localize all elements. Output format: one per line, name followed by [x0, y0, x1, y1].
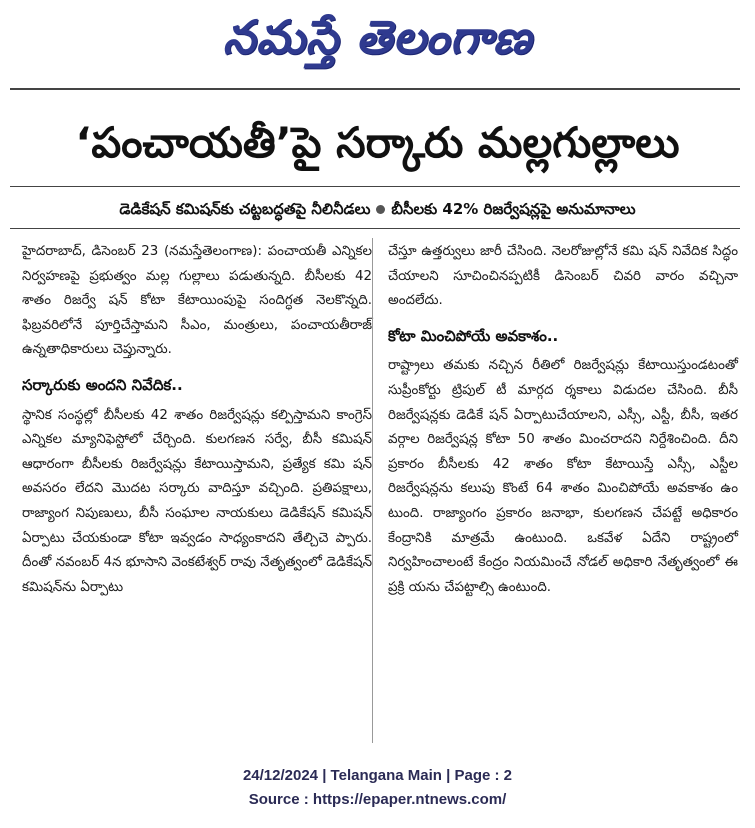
masthead	[0, 4, 755, 74]
page-footer	[0, 764, 755, 812]
paragraph: హైదరాబాద్‌, డిసెంబర్‌ 23 (నమస్తేతెలంగాణ): పంచాయతీ ఎన్నికల నిర్వహణపై ప్రభుత్వం మల్ల గుల్లాలు పడుతున్నది. బీసీలకు 42 శాతం రిజర్వే షన్‌ కోటా కేటాయింపుపై సందిగ్ధత నెలకొన్నది. ఫిబ్రవరిలోనే పూర్తిచేస్తామని సీఎం, మంత్రులు, పంచాయతీరాజ్‌ ఉన్నతాధికారులు చెప్తున్నారు.	[22, 244, 372, 358]
column-divider	[372, 238, 373, 743]
article-column-left	[22, 240, 372, 600]
paragraph: చేస్తూ ఉత్తర్వులు జారీ చేసింది. నెలరోజుల్లోనే కమి షన్‌ నివేదిక సిద్ధం చేయాలని సూచించినప్పటికీ డిసెంబర్‌ చివరి వారం వచ్చినా అందలేదు.	[388, 244, 738, 309]
article-subhead	[0, 200, 755, 222]
headline-rule	[10, 186, 740, 187]
article-column-right	[388, 240, 738, 600]
bullet-icon	[376, 205, 385, 214]
section-heading: కోటా మించిపోయే అవకాశం..	[388, 326, 559, 345]
paragraph: రాష్ట్రాలు తమకు నచ్చిన రీతిలో రిజర్వేషన్లు కేటాయిస్తుండటంతో సుప్రీంకోర్టు ట్రిపుల్‌ టీ మార్గద ర్శకాలు విడుదల చేసింది. బీసీ రిజర్వేషన్లకు డెడికే షన్‌ ఏర్పాటుచేయాలని, ఎస్సీ, ఎస్టీ, బీసీ, ఇతర వర్గాల రిజర్వేషన్ల కోటా 50 శాతం మించరాదని నిర్దేశించింది. దీని ప్రకారం బీసీలకు 42 శాతం కోటా కేటాయిస్తే ఎస్సీ, ఎస్టీల రిజర్వేషన్లను కలుపు కొంటే 64 శాతం మించిపోయే అవకాశం ఉం టుంది. రాజ్యాంగం ప్రకారం జనాభా, కులగణన చేపట్టే అధికారం కేంద్రానికి మాత్రమే ఉంటుంది. ఒకవేళ ఏదేని రాష్ట్రంలో నిర్వహించాలంటే కేంద్రం నియమించే నోడల్‌ అధికారి నేతృత్వంలో ఈ ప్రక్రి యను చేపట్టాల్సి ఉంటుంది.	[388, 358, 738, 595]
masthead-rule	[10, 88, 740, 90]
subhead-right: బీసీలకు 42% రిజర్వేషన్లపై అనుమానాలు	[391, 200, 636, 218]
newspaper-logo: నమస్తే తెలంగాణ	[222, 10, 533, 64]
subhead-left: డెడికేషన్‌ కమిషన్‌కు చట్టబద్ధతపై నీలినీడలు	[119, 200, 371, 218]
section-heading: సర్కారుకు అందని నివేదిక..	[22, 375, 183, 394]
subhead-rule	[10, 228, 740, 229]
footer-source-line: Source : https://epaper.ntnews.com/	[248, 791, 507, 808]
article-headline: ‘పంచాయతీ’పై సర్కారు మల్లగుల్లాలు	[75, 118, 680, 167]
footer-date-line: 24/12/2024 | Telangana Main | Page : 2	[242, 767, 513, 784]
paragraph: స్థానిక సంస్థల్లో బీసీలకు 42 శాతం రిజర్వేషన్లు కల్పిస్తామని కాంగ్రెస్‌ ఎన్నికల మ్యానిఫెస్టోలో చేర్చింది. కులగణన సర్వే, బీసీ కమిషన్‌ ఆధారంగా బీసీలకు రిజర్వేషన్లు కేటాయిస్తామని, ప్రత్యేక కమి షన్‌ అవసరం లేదని మొదట సర్కారు వాదిస్తూ వచ్చింది. ప్రతిపక్షాలు, రాజ్యాంగ నిపుణులు, బీసీ సంఘాల నాయకులు డెడికేషన్‌ కమిషన్‌ ఏర్పాటు చేయకుండా కోటా ఇవ్వడం సాధ్యంకాదని తేల్చిచె ప్పారు. దీంతో నవంబర్‌ 4న భూసాని వెంకటేశ్వర్‌ రావు నేతృత్వంలో డెడికేషన్‌ కమిషన్‌ను ఏర్పాటు	[22, 407, 372, 595]
